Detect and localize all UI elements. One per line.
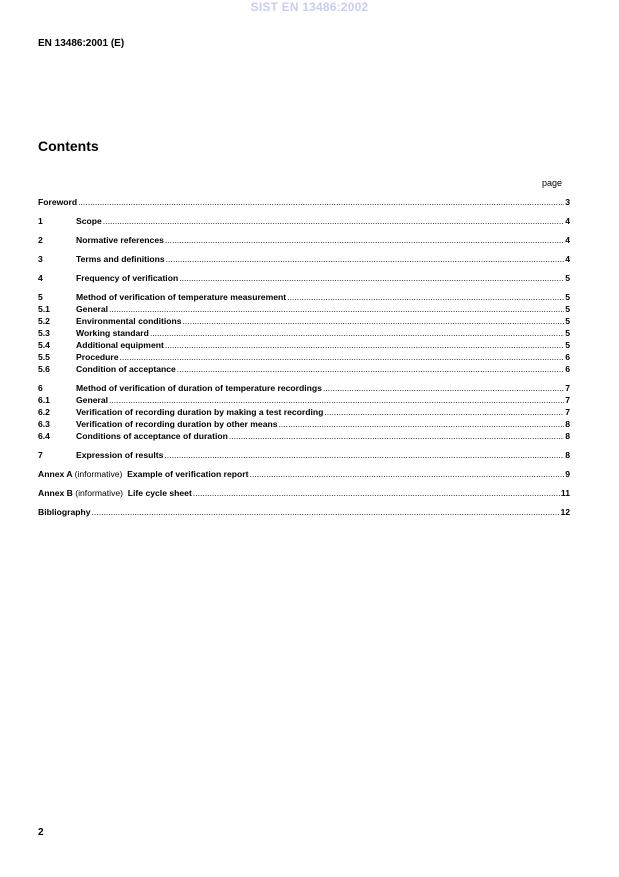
toc-entry[interactable] (38, 487, 570, 499)
toc-entry-page: 7 (565, 395, 570, 405)
toc-entry-title-text: Conditions of acceptance of duration (76, 431, 228, 441)
toc-dot-leader (287, 291, 564, 303)
toc-entry-number: 5.3 (38, 328, 50, 338)
toc-entry-title-text: Procedure (76, 352, 119, 362)
toc-dot-leader (324, 406, 564, 418)
toc-annex-subtitle: Example of verification report (127, 469, 249, 479)
toc-entry-number: 5.6 (38, 364, 50, 374)
toc-entry-title-text: Annex B (38, 488, 73, 498)
table-of-contents (38, 196, 570, 518)
toc-entry[interactable] (38, 351, 570, 363)
toc-entry-title-text: Method of verification of temperature measurement (76, 292, 287, 302)
toc-entry-page: 12 (560, 507, 570, 517)
toc-entry-title-text: Terms and definitions (76, 254, 165, 264)
page-column-label: page (541, 178, 562, 188)
toc-entry-title (76, 351, 119, 363)
toc-entry[interactable] (38, 327, 570, 339)
toc-dot-leader (78, 196, 564, 208)
toc-entry-title-text: Scope (76, 216, 102, 226)
toc-entry-title (76, 291, 286, 303)
toc-dot-leader (109, 303, 564, 315)
toc-entry-title-text: Verification of recording duration by making a test recording (76, 407, 324, 417)
toc-entry-number: 6 (38, 383, 43, 393)
toc-entry[interactable] (38, 315, 570, 327)
toc-entry-number: 3 (38, 254, 43, 264)
toc-dot-leader (164, 449, 564, 461)
toc-entry-number: 5.4 (38, 340, 50, 350)
toc-annex-subtitle: Life cycle sheet (127, 488, 192, 498)
toc-entry[interactable] (38, 449, 570, 461)
toc-entry-number: 1 (38, 216, 43, 226)
toc-entry[interactable] (38, 363, 570, 375)
toc-entry-title-text: Normative references (76, 235, 164, 245)
toc-dot-leader (120, 351, 565, 363)
toc-entry-number: 6.1 (38, 395, 50, 405)
toc-entry-page: 4 (565, 216, 570, 226)
toc-entry[interactable] (38, 430, 570, 442)
toc-entry[interactable] (38, 303, 570, 315)
toc-entry-title (76, 363, 176, 375)
toc-entry-title-text: Foreword (38, 197, 78, 207)
toc-entry[interactable] (38, 394, 570, 406)
toc-entry-number: 7 (38, 450, 43, 460)
toc-entry-title (38, 468, 248, 480)
toc-entry[interactable] (38, 253, 570, 265)
toc-entry-number: 5 (38, 292, 43, 302)
toc-entry-title (76, 382, 322, 394)
toc-dot-leader (183, 315, 565, 327)
toc-dot-leader (179, 272, 564, 284)
toc-dot-leader (92, 506, 560, 518)
toc-entry-title (76, 303, 108, 315)
toc-dot-leader (193, 487, 560, 499)
toc-entry-title-text: Additional equipment (76, 340, 164, 350)
toc-entry-number: 5.5 (38, 352, 50, 362)
toc-entry[interactable] (38, 339, 570, 351)
toc-entry-title (76, 449, 163, 461)
toc-dot-leader (229, 430, 564, 442)
toc-entry-title-text: General (76, 304, 109, 314)
toc-entry[interactable] (38, 382, 570, 394)
toc-entry-title (76, 215, 102, 227)
toc-entry[interactable] (38, 506, 570, 518)
toc-entry-page: 8 (565, 419, 570, 429)
toc-entry-page: 4 (565, 235, 570, 245)
toc-entry-page: 5 (565, 340, 570, 350)
toc-entry-title (76, 253, 165, 265)
toc-dot-leader (177, 363, 564, 375)
toc-entry-number: 2 (38, 235, 43, 245)
toc-entry-title-text: Frequency of verification (76, 273, 179, 283)
toc-entry-page: 8 (565, 450, 570, 460)
toc-entry-number: 6.3 (38, 419, 50, 429)
toc-annex-note: (informative) (74, 469, 123, 479)
toc-entry-title (76, 339, 164, 351)
toc-dot-leader (165, 339, 564, 351)
toc-entry-number: 5.2 (38, 316, 50, 326)
toc-entry[interactable] (38, 272, 570, 284)
toc-entry[interactable] (38, 196, 570, 208)
toc-entry-page: 3 (565, 197, 570, 207)
toc-annex-note: (informative) (75, 488, 124, 498)
toc-dot-leader (323, 382, 564, 394)
toc-entry-title (38, 487, 192, 499)
toc-dot-leader (249, 468, 564, 480)
toc-entry-title (76, 418, 278, 430)
toc-entry-title-text: Environmental conditions (76, 316, 182, 326)
toc-entry-title-text: Bibliography (38, 507, 91, 517)
toc-entry-title (76, 327, 149, 339)
toc-entry-title (38, 506, 91, 518)
toc-entry-title-text: General (76, 395, 109, 405)
toc-entry-title (76, 272, 178, 284)
toc-entry[interactable] (38, 418, 570, 430)
page-number: 2 (38, 827, 44, 838)
toc-entry-title (76, 234, 164, 246)
toc-dot-leader (109, 394, 564, 406)
toc-entry-page: 11 (560, 488, 570, 498)
document-id: EN 13486:2001 (E) (38, 38, 125, 49)
toc-entry[interactable] (38, 215, 570, 227)
toc-entry-number: 6.2 (38, 407, 50, 417)
toc-entry[interactable] (38, 468, 570, 480)
toc-entry-number: 6.4 (38, 431, 50, 441)
toc-dot-leader (150, 327, 564, 339)
toc-entry-title (38, 196, 77, 208)
toc-entry-title (76, 430, 228, 442)
toc-entry-number: 4 (38, 273, 43, 283)
toc-entry-page: 5 (565, 273, 570, 283)
toc-entry-title-text: Verification of recording duration by other means (76, 419, 278, 429)
toc-entry-page: 8 (565, 431, 570, 441)
toc-entry-page: 5 (565, 316, 570, 326)
toc-dot-leader (279, 418, 565, 430)
toc-entry-title (76, 315, 182, 327)
contents-title: Contents (38, 138, 99, 154)
toc-entry[interactable] (38, 291, 570, 303)
toc-entry[interactable] (38, 234, 570, 246)
toc-entry-number: 5.1 (38, 304, 50, 314)
toc-entry-title (76, 406, 323, 418)
toc-entry-title-text: Annex A (38, 469, 73, 479)
toc-entry-page: 4 (565, 254, 570, 264)
toc-entry-page: 5 (565, 304, 570, 314)
watermark: SIST EN 13486:2002 (250, 0, 369, 14)
toc-entry-title (76, 394, 108, 406)
toc-dot-leader (166, 253, 565, 265)
toc-entry[interactable] (38, 406, 570, 418)
toc-entry-page: 6 (565, 364, 570, 374)
toc-entry-title-text: Method of verification of duration of temperature recordings (76, 383, 322, 393)
toc-entry-page: 9 (565, 469, 570, 479)
toc-entry-title-text: Working standard (76, 328, 149, 338)
toc-entry-page: 7 (565, 383, 570, 393)
toc-entry-page: 7 (565, 407, 570, 417)
toc-dot-leader (165, 234, 564, 246)
toc-entry-page: 5 (565, 328, 570, 338)
toc-dot-leader (103, 215, 564, 227)
toc-entry-title-text: Condition of acceptance (76, 364, 176, 374)
toc-entry-title-text: Expression of results (76, 450, 164, 460)
toc-entry-page: 5 (565, 292, 570, 302)
toc-entry-page: 6 (565, 352, 570, 362)
